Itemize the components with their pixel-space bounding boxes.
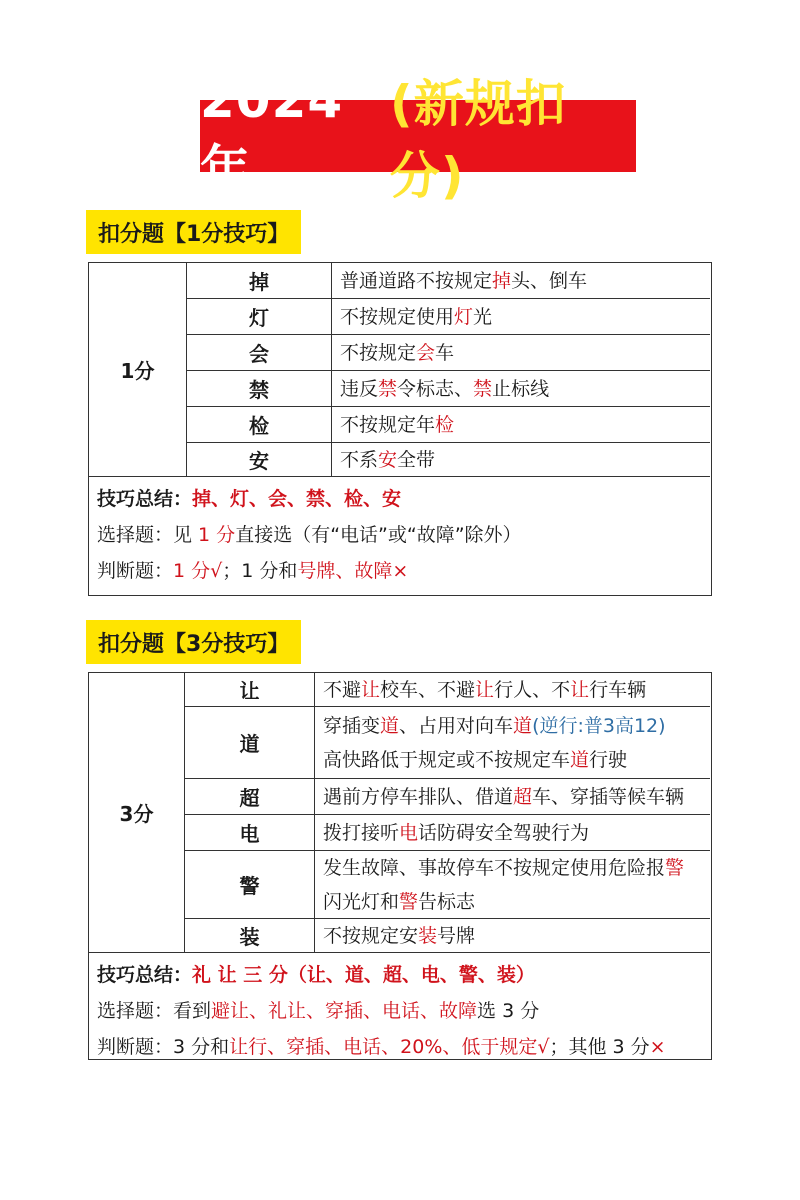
rule-description (315, 815, 589, 850)
text-run: 1 分√ (173, 560, 223, 582)
text-run: 选 3 分 (477, 1000, 540, 1022)
text-run: ；其他 3 分 (549, 1036, 650, 1058)
text-run: 校车、不避 (380, 678, 476, 701)
summary-line (97, 993, 666, 1029)
text-run: 不按规定安 (323, 924, 419, 947)
text-run: 会 (416, 341, 436, 364)
table-row (185, 779, 710, 815)
rule-description (332, 407, 454, 442)
text-run: ；1 分和 (222, 560, 298, 582)
key-char: 安 (187, 443, 332, 476)
summary-line (97, 481, 522, 517)
text-run: 穿插变 (323, 714, 381, 737)
text-run: 行人、不 (494, 678, 571, 701)
page-title (200, 71, 636, 205)
rule-description (332, 263, 587, 298)
text-run: 技巧总结： (97, 964, 193, 986)
text-run: 禁 (378, 377, 398, 400)
key-char: 灯 (187, 299, 332, 334)
text-run: 话防碍安全驾驶行为 (418, 821, 590, 844)
text-run: 头、倒车 (511, 269, 588, 292)
text-run: (逆行:普3高12) (532, 714, 666, 737)
section-1-table (88, 262, 712, 596)
text-run: 、占用对向车 (399, 714, 514, 737)
text-run: 装 (418, 924, 438, 947)
text-run: 掉 (492, 269, 512, 292)
section-2-table (88, 672, 712, 1060)
text-run: 不按规定使用 (340, 305, 455, 328)
text-run: 道 (570, 748, 590, 771)
rule-description (315, 707, 666, 778)
section-1-header: 扣分题【 1分 技巧】 (86, 210, 301, 254)
table-row (187, 335, 710, 371)
table-row (187, 407, 710, 443)
section-2-header: 扣分题【 3分 技巧】 (86, 620, 301, 664)
text-run: 令标志、 (397, 377, 474, 400)
text-run: 行驶 (589, 748, 628, 771)
key-char: 检 (187, 407, 332, 442)
text-run: 选择题：看到 (97, 1000, 212, 1022)
text-run: 道 (380, 714, 400, 737)
rule-description (315, 919, 475, 952)
summary-line (97, 553, 522, 589)
rule-description (332, 299, 492, 334)
rule-description (332, 443, 435, 476)
text-run: 不按规定 (340, 341, 417, 364)
text-run: 判断题： (97, 560, 174, 582)
title-year: 2024年 (200, 71, 344, 198)
text-run: 行车辆 (589, 678, 647, 701)
text-run: 安 (378, 448, 398, 471)
table-row (187, 299, 710, 335)
text-run: 选择题：见 (97, 524, 199, 546)
text-run: 灯 (454, 305, 474, 328)
key-char: 道 (185, 707, 315, 778)
text-run: × (649, 1036, 666, 1058)
text-run: 普通道路不按规定 (340, 269, 493, 292)
key-char: 超 (185, 779, 315, 814)
text-run: 让 (475, 678, 495, 701)
text-run: 高快路低于规定或不按规定车 (323, 748, 571, 771)
text-run: 禁 (473, 377, 493, 400)
summary-line (97, 517, 522, 553)
text-run: 违反 (340, 377, 379, 400)
text-run: 号牌、故障× (297, 560, 409, 582)
key-char: 让 (185, 673, 315, 706)
text-run: 车 (435, 341, 455, 364)
text-run: 技巧总结： (97, 488, 193, 510)
text-run: 超 (513, 785, 533, 808)
text-run: 1 分 (198, 524, 236, 546)
table-row (185, 919, 710, 953)
text-run: 让 (570, 678, 590, 701)
table-row (185, 851, 710, 919)
text-run: 止标线 (492, 377, 550, 400)
summary-block (89, 481, 522, 589)
score-cell: 1分 (89, 263, 187, 477)
key-char: 会 (187, 335, 332, 370)
text-run: 不避 (323, 678, 362, 701)
rule-description (315, 851, 684, 918)
rule-description (315, 779, 684, 814)
rule-description (332, 335, 454, 370)
key-char: 警 (185, 851, 315, 918)
text-run: 让 (361, 678, 381, 701)
rule-description (315, 673, 646, 706)
text-run: 遇前方停车排队、借道 (323, 785, 514, 808)
text-run: 车、穿插等候车辆 (532, 785, 685, 808)
text-run: 闪光灯和 (323, 890, 400, 913)
key-char: 掉 (187, 263, 332, 298)
text-run: 礼 让 三 分（让、道、超、电、警、装） (192, 964, 535, 986)
text-run: 告标志 (418, 890, 476, 913)
table-row (185, 673, 710, 707)
key-char: 电 (185, 815, 315, 850)
table-row (187, 371, 710, 407)
key-char: 禁 (187, 371, 332, 406)
title-subtitle: (新规扣分) (389, 75, 567, 205)
text-run: 全带 (397, 448, 436, 471)
text-run: 警 (399, 890, 419, 913)
text-run: 号牌 (437, 924, 476, 947)
text-run: 警 (665, 856, 685, 879)
summary-line (97, 1029, 666, 1065)
text-run: 检 (435, 413, 455, 436)
summary-line (97, 957, 666, 993)
text-run: 掉、灯、会、禁、检、安 (192, 488, 402, 510)
key-char: 装 (185, 919, 315, 952)
table-row (185, 815, 710, 851)
text-run: 直接选（有“电话”或“故障”除外） (235, 524, 522, 546)
text-run: 避让、礼让、穿插、电话、故障 (211, 1000, 478, 1022)
text-run: 不系 (340, 448, 379, 471)
table-row (187, 443, 710, 477)
text-run: 判断题：3 分和 (97, 1036, 230, 1058)
score-cell: 3分 (89, 673, 185, 953)
table-row (187, 263, 710, 299)
text-run: 道 (513, 714, 533, 737)
text-run: 电 (399, 821, 419, 844)
rule-description (332, 371, 549, 406)
text-run: 让行、穿插、电话、20%、低于规定√ (229, 1036, 550, 1058)
text-run: 发生故障、事故停车不按规定使用危险报 (323, 856, 666, 879)
table-row (185, 707, 710, 779)
text-run: 光 (473, 305, 493, 328)
text-run: 拨打接听 (323, 821, 400, 844)
summary-block (89, 957, 666, 1065)
text-run: 不按规定年 (340, 413, 436, 436)
